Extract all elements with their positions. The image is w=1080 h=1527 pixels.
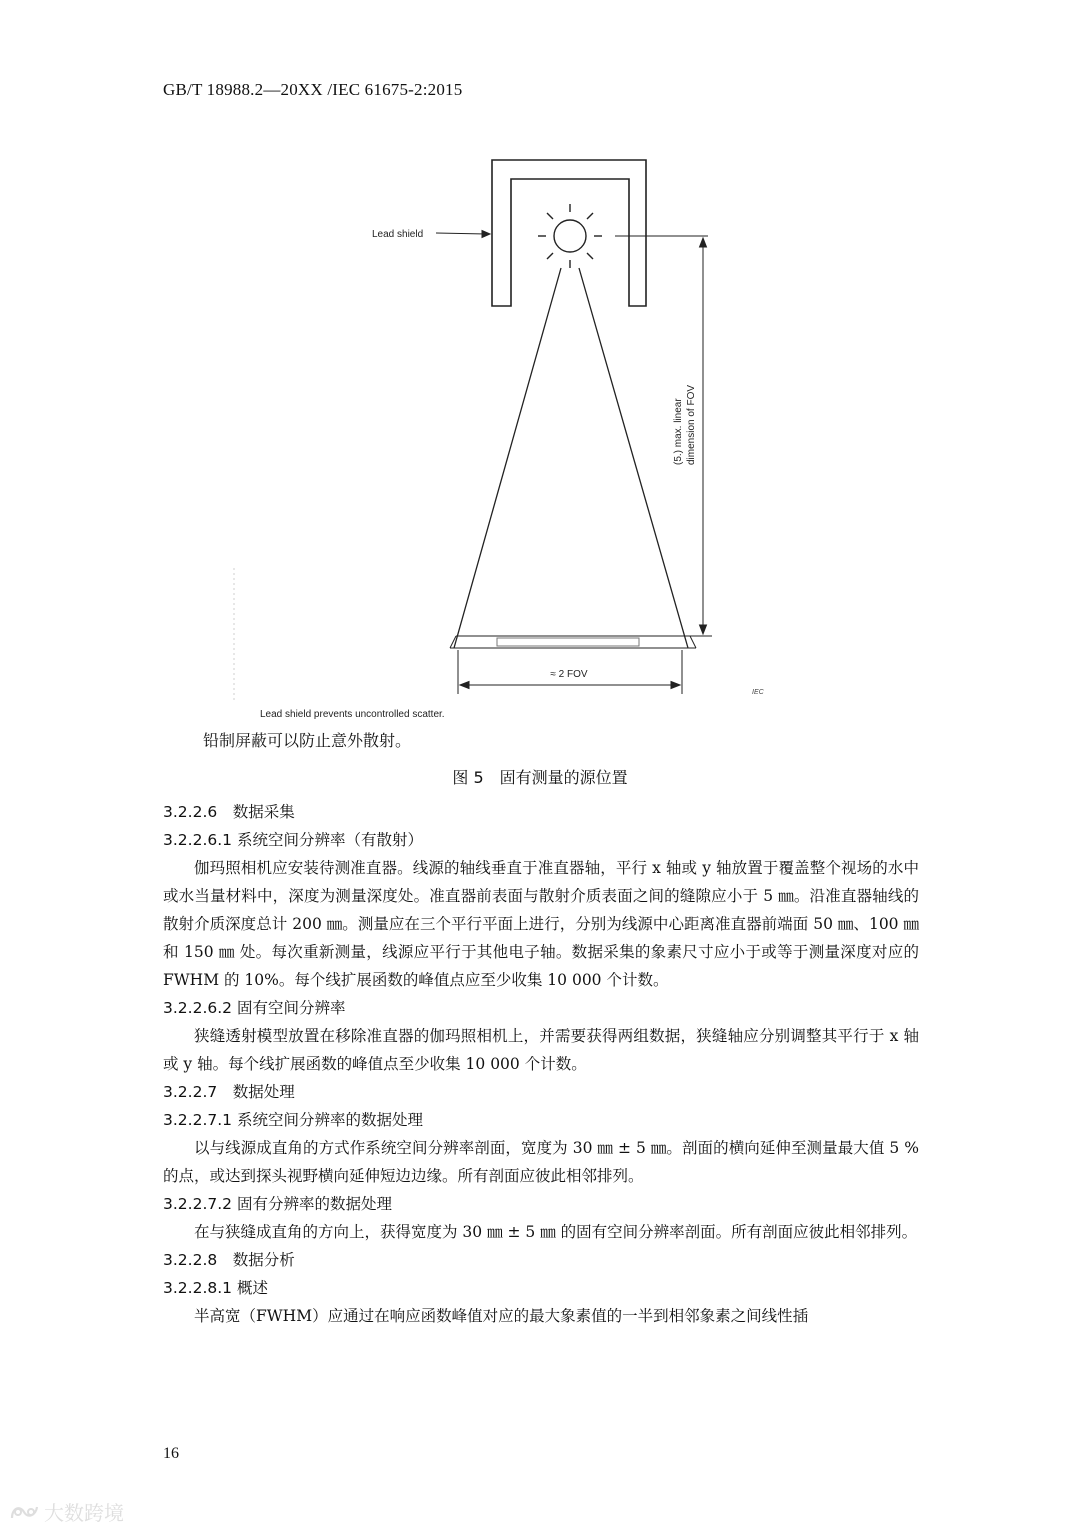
lead-shield-shape [492,160,646,306]
page-number: 16 [163,1445,179,1462]
document-header: GB/T 18988.2—20XX /IEC 61675-2:2015 [163,80,463,99]
section-heading: 3.2.2.7.2 固有分辨率的数据处理 [163,1195,392,1213]
section-heading: 3.2.2.8 数据分析 [163,1251,295,1269]
paragraph: 在与狭缝成直角的方向上，获得宽度为 30 ㎜ ± 5 ㎜ 的固有空间分辨率剖面。所有剖面应彼此相邻排列。 [194,1223,918,1241]
section-heading: 3.2.2.6 数据采集 [163,803,295,821]
distance-label: (5.) max. linear dimension of FOV [673,384,697,465]
section-heading: 3.2.2.6.2 固有空间分辨率 [163,999,346,1017]
section-heading: 3.2.2.7.1 系统空间分辨率的数据处理 [163,1111,423,1129]
iec-mark: IEC [752,689,764,696]
section-heading: 3.2.2.7 数据处理 [163,1083,295,1101]
watermark-text: 大数跨境 [44,1501,124,1525]
paragraph: 伽玛照相机应安装待测准直器。线源的轴线垂直于准直器轴，平行 x 轴或 y 轴放置于覆盖整个视场的水中或水当量材料中，深度为测量深度处。准直器前表面与散射介质表面之间的缝隙应小于 5 ㎜。沿准直器轴线的散射介质深度总计 200 ㎜。测量应在三个平行平面上进行，分别为线源中心距离准直器前端面 50 ㎜、100 ㎜ 和 150 ㎜ 处。每次重新测量，线源应平行于其他电子轴。数据采集的象素尺寸应小于或等于测量深度对应的 FWHM 的 10%。每个线扩展函数的峰值点应至少收集 10 000 个计数。 [163,859,919,989]
section-heading: 3.2.2.8.1 概述 [163,1279,268,1297]
figure-note: 铅制屏蔽可以防止意外散射。 [203,731,412,750]
arrow-right-icon [436,231,490,238]
source-position-figure [0,0,1080,760]
lead-shield-label: Lead shield [372,229,424,240]
watermark-logo-icon [10,1503,40,1521]
paragraph: 半高宽（FWHM）应通过在响应函数峰值对应的最大象素值的一半到相邻象素之间线性插 [194,1307,809,1325]
detector-plane [450,636,696,648]
figure-note-en: Lead shield prevents uncontrolled scatter. [260,709,445,720]
width-label: ≈ 2 FOV [550,669,588,680]
paragraph: 狭缝透射模型放置在移除准直器的伽玛照相机上，并需要获得两组数据，狭缝轴应分别调整其平行于 x 轴或 y 轴。每个线扩展函数的峰值点至少收集 10 000 个计数。 [163,1027,919,1073]
document-body [163,798,919,1330]
section-heading: 3.2.2.6.1 系统空间分辨率（有散射） [163,831,423,849]
watermark [10,1497,124,1526]
figure-caption: 图 5 固有测量的源位置 [452,768,628,787]
paragraph: 以与线源成直角的方式作系统空间分辨率剖面，宽度为 30 ㎜ ± 5 ㎜。剖面的横向延伸至测量最大值 5 %的点，或达到探头视野横向延伸短边边缘。所有剖面应彼此相邻排列。 [163,1139,919,1185]
point-source-icon [538,204,602,268]
